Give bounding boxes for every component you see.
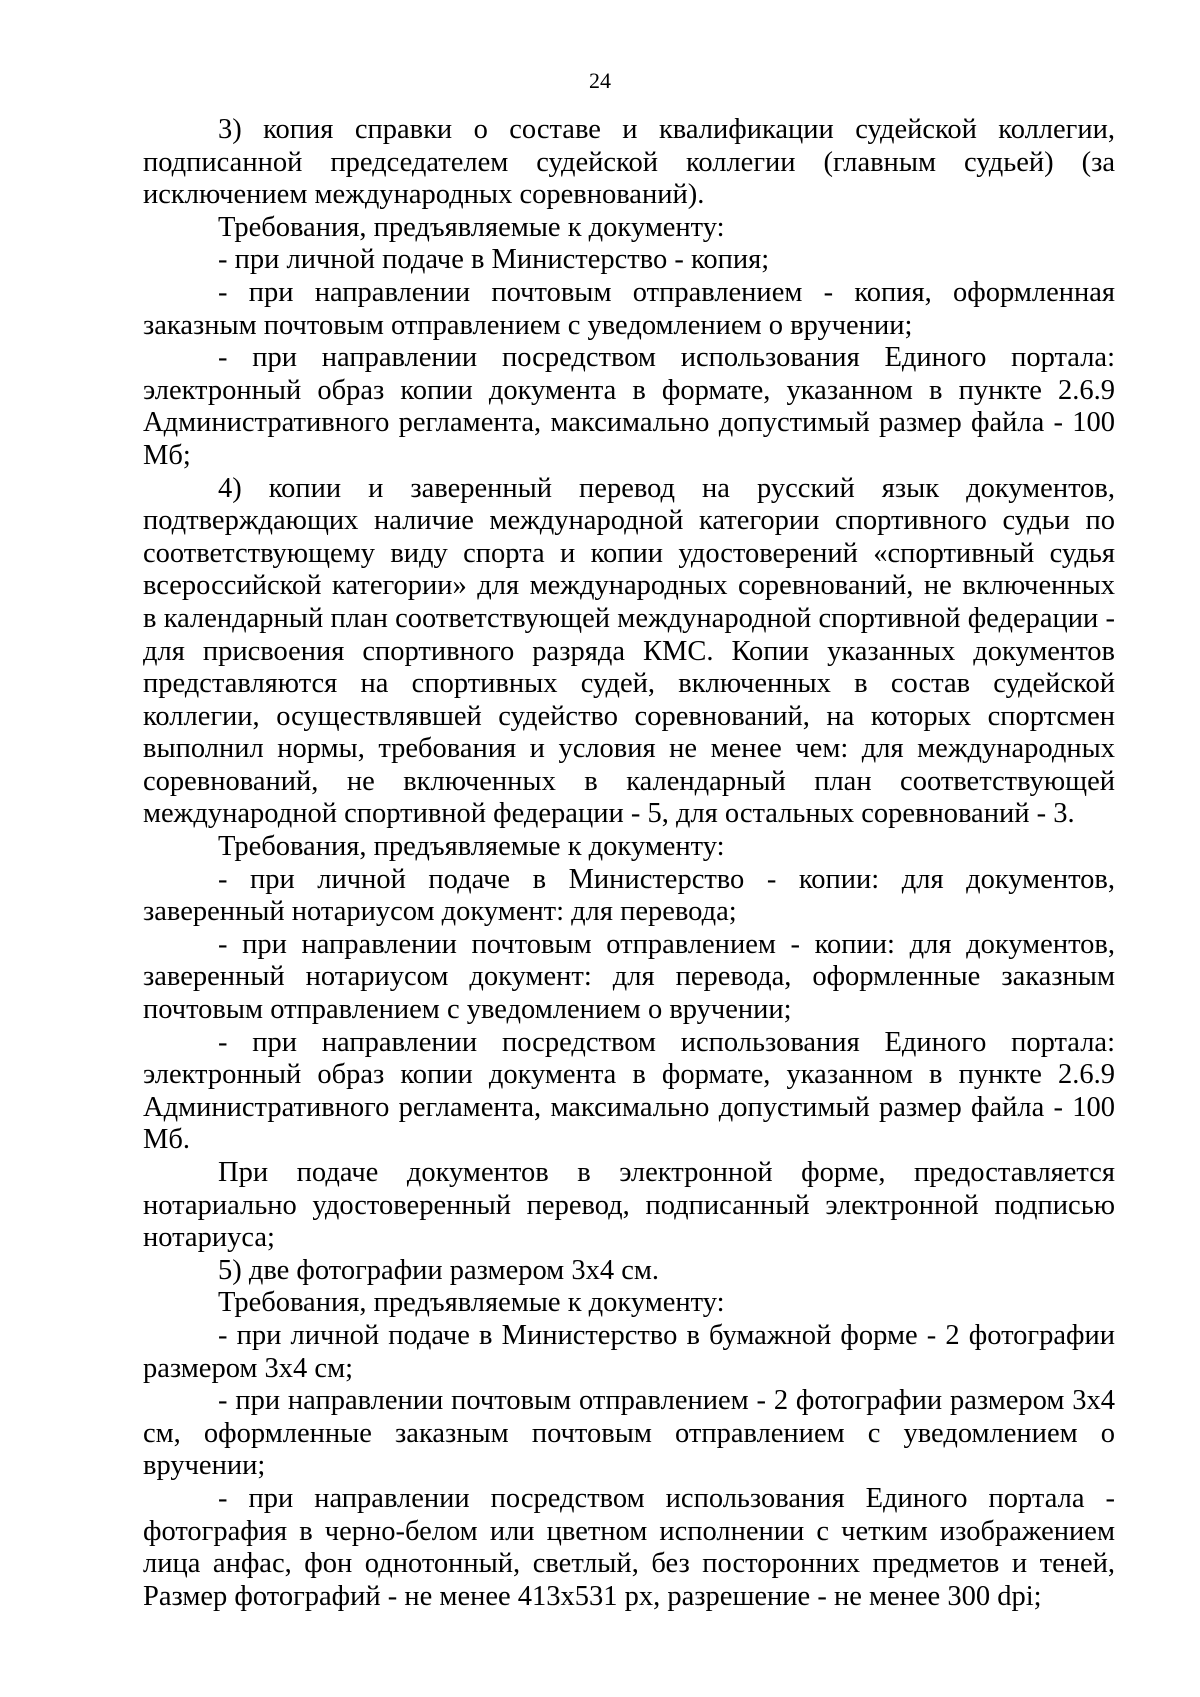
paragraph-portal-submission: - при направлении посредством использования Единого портала: электронный образ копии документа в формате, указанном в пункте 2.6.9 Административного регламента, максимально допустимый размер файла - 100 Мб; xyxy=(143,342,1115,471)
paragraph-postal-submission: - при направлении почтовым отправлением - копия, оформленная заказным почтовым отправлением с уведомлением о вручении; xyxy=(143,276,1115,341)
document-body xyxy=(143,114,1115,1613)
paragraph-portal-submission: - при направлении посредством использования Единого портала: электронный образ копии документа в формате, указанном в пункте 2.6.9 Административного регламента, максимально допустимый размер файла - 100 Мб. xyxy=(143,1026,1115,1156)
paragraph-item-3-copy-of-panel-certificate: 3) копия справки о составе и квалификации судейской коллегии, подписанной председателем судейской коллегии (главным судьей) (за исключением международных соревнований). xyxy=(143,114,1115,211)
paragraph-requirements-heading: Требования, предъявляемые к документу: xyxy=(218,831,725,863)
paragraph-requirements-heading: Требования, предъявляемые к документу: xyxy=(218,1287,725,1319)
paragraph-item-5-photos: 5) две фотографии размером 3x4 см. xyxy=(218,1254,660,1286)
paragraph-portal-submission: - при направлении посредством использования Единого портала - фотография в черно-белом или цветном исполнении с четким изображением лица анфас, фон однотонный, светлый, без посторонних предметов и теней, Размер фотографий - не менее 413x531 px, разрешение - не менее 300 dpi; xyxy=(143,1482,1115,1612)
page-number: 24 xyxy=(589,68,611,93)
paragraph-requirements-heading: Требования, предъявляемые к документу: xyxy=(218,211,725,243)
paragraph-personal-submission: - при личной подаче в Министерство - копия; xyxy=(218,244,770,276)
paragraph-item-4-translated-copies: 4) копии и заверенный перевод на русский язык документов, подтверждающих наличие международной категории спортивного судьи по соответствующему виду спорта и копии удостоверений «спортивный судья всероссийской категории» для международных соревнований, не включенных в календарный план соответствующей международной спортивной федерации - для присвоения спортивного разряда КМС. Копии указанных документов представляются на спортивных судей, включенных в состав судейской коллегии, осуществлявшей судейство соревнований, на которых спортсмен выполнил нормы, требования и условия не менее чем: для международных соревнований, не включенных в календарный план соответствующей международной спортивной федерации - 5, для остальных соревнований - 3. xyxy=(143,472,1115,830)
paragraph-electronic-notarized-translation: При подаче документов в электронной форме, предоставляется нотариально удостоверенный перевод, подписанный электронной подписью нотариуса; xyxy=(143,1157,1115,1254)
paragraph-personal-submission: - при личной подаче в Министерство в бумажной форме - 2 фотографии размером 3x4 см; xyxy=(143,1319,1115,1384)
paragraph-personal-submission: - при личной подаче в Министерство - копии: для документов, заверенный нотариусом документ: для перевода; xyxy=(143,863,1115,928)
paragraph-postal-submission: - при направлении почтовым отправлением - 2 фотографии размером 3x4 см, оформленные заказным почтовым отправлением с уведомлением о вручении; xyxy=(143,1385,1115,1482)
paragraph-postal-submission: - при направлении почтовым отправлением - копии: для документов, заверенный нотариусом документ: для перевода, оформленные заказным почтовым отправлением с уведомлением о вручении; xyxy=(143,928,1115,1026)
